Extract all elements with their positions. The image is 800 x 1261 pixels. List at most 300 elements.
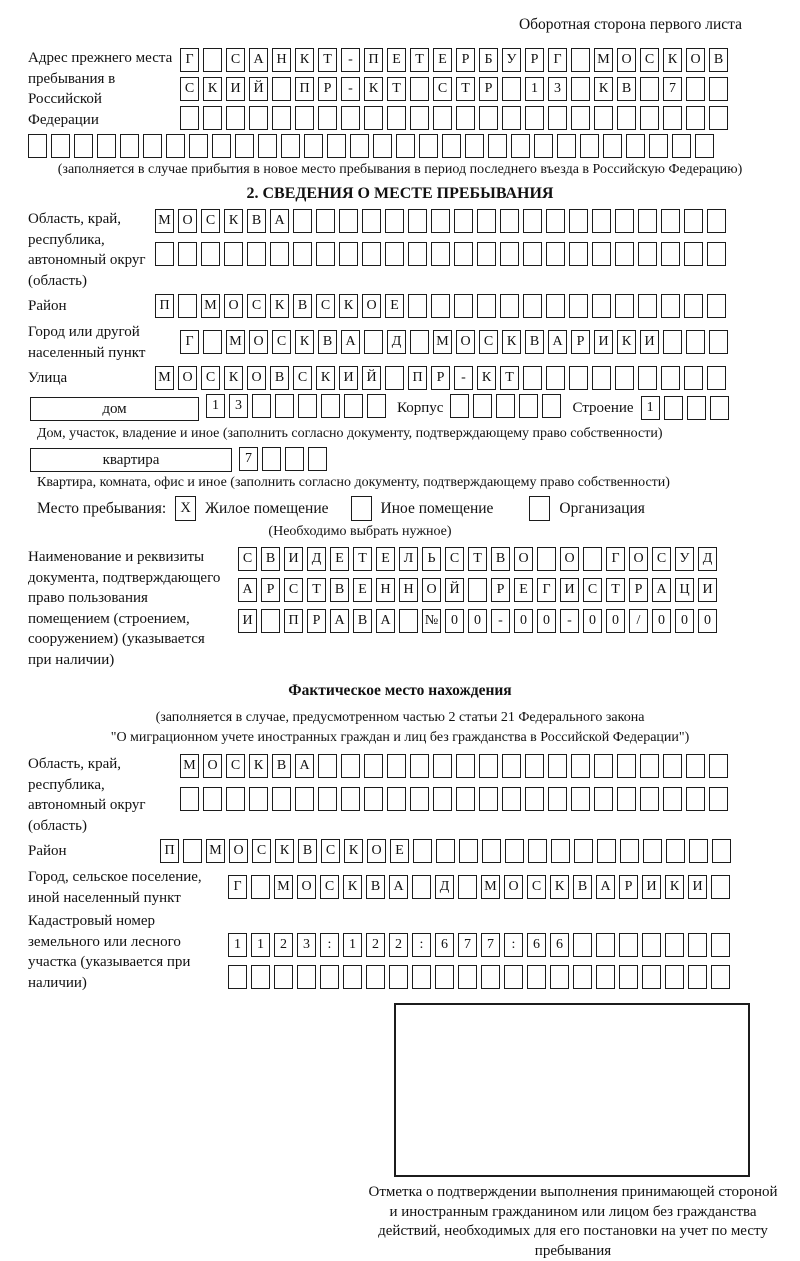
char-cell[interactable]: 1 [343, 933, 362, 957]
char-cell[interactable]: 3 [229, 394, 248, 418]
char-cell[interactable] [350, 134, 369, 158]
char-cell[interactable]: В [617, 77, 636, 101]
char-cell[interactable] [479, 754, 498, 778]
char-cell[interactable] [523, 209, 542, 233]
char-cell[interactable]: К [502, 330, 521, 354]
char-cell[interactable] [304, 134, 323, 158]
char-cell[interactable] [617, 754, 636, 778]
char-cell[interactable]: К [663, 48, 682, 72]
char-cell[interactable] [686, 754, 705, 778]
char-cell[interactable] [640, 787, 659, 811]
char-cell[interactable]: М [155, 366, 174, 390]
char-cell[interactable] [709, 330, 728, 354]
char-cell[interactable] [203, 106, 222, 130]
char-cell[interactable] [583, 547, 602, 571]
char-cell[interactable] [228, 965, 247, 989]
char-cell[interactable] [454, 242, 473, 266]
char-cell[interactable] [571, 48, 590, 72]
char-cell[interactable]: Й [362, 366, 381, 390]
char-cell[interactable] [525, 787, 544, 811]
char-cell[interactable] [410, 754, 429, 778]
char-cell[interactable] [226, 106, 245, 130]
char-cell[interactable]: / [629, 609, 648, 633]
char-cell[interactable]: С [652, 547, 671, 571]
char-cell[interactable] [527, 965, 546, 989]
char-cell[interactable] [454, 294, 473, 318]
char-cell[interactable] [573, 933, 592, 957]
char-cell[interactable] [178, 242, 197, 266]
char-cell[interactable]: О [560, 547, 579, 571]
char-cell[interactable]: Е [390, 839, 409, 863]
char-cell[interactable] [638, 209, 657, 233]
char-cell[interactable]: Т [468, 547, 487, 571]
char-cell[interactable] [387, 754, 406, 778]
char-cell[interactable]: Р [525, 48, 544, 72]
char-cell[interactable] [500, 209, 519, 233]
char-cell[interactable]: М [594, 48, 613, 72]
char-cell[interactable]: О [178, 209, 197, 233]
char-cell[interactable] [166, 134, 185, 158]
char-cell[interactable] [479, 106, 498, 130]
char-cell[interactable] [468, 578, 487, 602]
char-cell[interactable] [74, 134, 93, 158]
char-cell[interactable] [387, 106, 406, 130]
char-cell[interactable] [542, 394, 561, 418]
char-cell[interactable]: Р [629, 578, 648, 602]
char-cell[interactable] [155, 242, 174, 266]
char-cell[interactable]: К [339, 294, 358, 318]
char-cell[interactable]: 1 [641, 396, 660, 420]
char-cell[interactable]: А [295, 754, 314, 778]
char-cell[interactable]: М [206, 839, 225, 863]
char-cell[interactable] [281, 134, 300, 158]
char-cell[interactable]: М [155, 209, 174, 233]
char-cell[interactable] [385, 242, 404, 266]
char-cell[interactable] [454, 209, 473, 233]
char-cell[interactable] [408, 209, 427, 233]
char-cell[interactable]: А [596, 875, 615, 899]
char-cell[interactable]: И [688, 875, 707, 899]
char-cell[interactable] [617, 106, 636, 130]
char-cell[interactable] [672, 134, 691, 158]
char-cell[interactable]: Г [180, 330, 199, 354]
char-cell[interactable]: О [422, 578, 441, 602]
char-cell[interactable]: К [295, 48, 314, 72]
char-cell[interactable] [341, 106, 360, 130]
char-cell[interactable] [569, 242, 588, 266]
char-cell[interactable] [571, 77, 590, 101]
char-cell[interactable]: О [504, 875, 523, 899]
char-cell[interactable] [344, 394, 363, 418]
char-cell[interactable] [387, 787, 406, 811]
char-cell[interactable]: О [367, 839, 386, 863]
char-cell[interactable]: С [180, 77, 199, 101]
char-cell[interactable] [596, 965, 615, 989]
char-cell[interactable] [711, 965, 730, 989]
char-cell[interactable] [258, 134, 277, 158]
char-cell[interactable]: О [456, 330, 475, 354]
char-cell[interactable] [640, 754, 659, 778]
char-cell[interactable] [275, 394, 294, 418]
char-cell[interactable]: С [640, 48, 659, 72]
char-cell[interactable] [643, 839, 662, 863]
char-cell[interactable] [183, 839, 202, 863]
char-cell[interactable] [684, 294, 703, 318]
char-cell[interactable]: Е [353, 578, 372, 602]
char-cell[interactable]: М [180, 754, 199, 778]
char-cell[interactable]: А [652, 578, 671, 602]
char-cell[interactable]: О [249, 330, 268, 354]
char-cell[interactable] [640, 106, 659, 130]
char-cell[interactable]: В [366, 875, 385, 899]
char-cell[interactable]: А [238, 578, 257, 602]
char-cell[interactable] [505, 839, 524, 863]
char-cell[interactable]: К [364, 77, 383, 101]
char-cell[interactable] [712, 839, 731, 863]
char-cell[interactable]: Д [307, 547, 326, 571]
char-cell[interactable] [537, 547, 556, 571]
char-cell[interactable] [617, 787, 636, 811]
char-cell[interactable] [249, 106, 268, 130]
char-cell[interactable] [180, 787, 199, 811]
char-cell[interactable] [431, 209, 450, 233]
char-cell[interactable] [711, 875, 730, 899]
char-cell[interactable] [465, 134, 484, 158]
char-cell[interactable] [362, 242, 381, 266]
char-cell[interactable] [410, 330, 429, 354]
char-cell[interactable] [321, 394, 340, 418]
char-cell[interactable] [548, 787, 567, 811]
char-cell[interactable]: В [261, 547, 280, 571]
char-cell[interactable] [364, 787, 383, 811]
char-cell[interactable] [203, 330, 222, 354]
char-cell[interactable]: Р [456, 48, 475, 72]
char-cell[interactable]: Й [445, 578, 464, 602]
char-cell[interactable] [298, 394, 317, 418]
char-cell[interactable] [201, 242, 220, 266]
char-cell[interactable] [318, 754, 337, 778]
char-cell[interactable] [684, 366, 703, 390]
char-cell[interactable] [318, 787, 337, 811]
char-cell[interactable] [399, 609, 418, 633]
char-cell[interactable]: 7 [481, 933, 500, 957]
char-cell[interactable]: В [270, 366, 289, 390]
char-cell[interactable] [477, 209, 496, 233]
char-cell[interactable] [709, 787, 728, 811]
char-cell[interactable] [224, 242, 243, 266]
char-cell[interactable]: Д [435, 875, 454, 899]
char-cell[interactable]: О [362, 294, 381, 318]
char-cell[interactable]: : [504, 933, 523, 957]
char-cell[interactable]: - [341, 48, 360, 72]
char-cell[interactable]: К [224, 209, 243, 233]
char-cell[interactable] [339, 242, 358, 266]
char-cell[interactable] [180, 106, 199, 130]
char-cell[interactable]: О [686, 48, 705, 72]
char-cell[interactable] [295, 106, 314, 130]
char-cell[interactable] [686, 106, 705, 130]
char-cell[interactable]: 3 [297, 933, 316, 957]
char-cell[interactable]: 0 [514, 609, 533, 633]
char-cell[interactable]: Р [491, 578, 510, 602]
char-cell[interactable]: Г [537, 578, 556, 602]
char-cell[interactable]: И [238, 609, 257, 633]
char-cell[interactable] [362, 209, 381, 233]
char-cell[interactable] [364, 330, 383, 354]
char-cell[interactable]: П [364, 48, 383, 72]
char-cell[interactable]: И [560, 578, 579, 602]
char-cell[interactable]: П [295, 77, 314, 101]
char-cell[interactable] [711, 933, 730, 957]
char-cell[interactable]: - [560, 609, 579, 633]
char-cell[interactable]: Б [479, 48, 498, 72]
char-cell[interactable] [272, 77, 291, 101]
char-cell[interactable]: А [341, 330, 360, 354]
char-cell[interactable]: К [665, 875, 684, 899]
char-cell[interactable]: К [594, 77, 613, 101]
char-cell[interactable] [293, 209, 312, 233]
char-cell[interactable] [408, 294, 427, 318]
char-cell[interactable] [665, 965, 684, 989]
char-cell[interactable] [546, 294, 565, 318]
char-cell[interactable]: Р [571, 330, 590, 354]
char-cell[interactable]: К [316, 366, 335, 390]
char-cell[interactable]: О [297, 875, 316, 899]
char-cell[interactable] [663, 754, 682, 778]
char-cell[interactable] [707, 294, 726, 318]
char-cell[interactable] [661, 294, 680, 318]
char-cell[interactable]: 0 [652, 609, 671, 633]
char-cell[interactable] [410, 787, 429, 811]
char-cell[interactable]: Н [399, 578, 418, 602]
char-cell[interactable] [707, 366, 726, 390]
char-cell[interactable]: К [203, 77, 222, 101]
char-cell[interactable]: 2 [274, 933, 293, 957]
char-cell[interactable] [642, 933, 661, 957]
char-cell[interactable]: 3 [548, 77, 567, 101]
char-cell[interactable] [707, 242, 726, 266]
char-cell[interactable]: Р [619, 875, 638, 899]
char-cell[interactable]: С [284, 578, 303, 602]
char-cell[interactable] [663, 330, 682, 354]
char-cell[interactable] [615, 294, 634, 318]
char-cell[interactable] [293, 242, 312, 266]
char-cell[interactable] [272, 106, 291, 130]
char-cell[interactable] [663, 787, 682, 811]
char-cell[interactable] [479, 787, 498, 811]
char-cell[interactable] [638, 294, 657, 318]
char-cell[interactable]: Т [410, 48, 429, 72]
char-cell[interactable]: 1 [525, 77, 544, 101]
char-cell[interactable]: К [344, 839, 363, 863]
char-cell[interactable] [626, 134, 645, 158]
char-cell[interactable] [249, 787, 268, 811]
char-cell[interactable]: Л [399, 547, 418, 571]
char-cell[interactable] [519, 394, 538, 418]
char-cell[interactable]: И [339, 366, 358, 390]
char-cell[interactable] [620, 839, 639, 863]
char-cell[interactable] [488, 134, 507, 158]
char-cell[interactable]: Е [330, 547, 349, 571]
char-cell[interactable]: К [550, 875, 569, 899]
char-cell[interactable]: 7 [239, 447, 258, 471]
char-cell[interactable] [528, 839, 547, 863]
char-cell[interactable]: Н [272, 48, 291, 72]
char-cell[interactable] [435, 965, 454, 989]
char-cell[interactable]: М [433, 330, 452, 354]
char-cell[interactable]: И [698, 578, 717, 602]
char-cell[interactable]: С [201, 366, 220, 390]
char-cell[interactable] [523, 366, 542, 390]
char-cell[interactable] [203, 787, 222, 811]
char-cell[interactable] [592, 366, 611, 390]
char-cell[interactable] [389, 965, 408, 989]
char-cell[interactable]: П [160, 839, 179, 863]
char-cell[interactable]: Е [385, 294, 404, 318]
char-cell[interactable] [419, 134, 438, 158]
char-cell[interactable] [686, 787, 705, 811]
char-cell[interactable] [709, 754, 728, 778]
char-cell[interactable] [569, 366, 588, 390]
char-cell[interactable]: О [617, 48, 636, 72]
char-cell[interactable]: К [343, 875, 362, 899]
char-cell[interactable] [619, 965, 638, 989]
char-cell[interactable] [143, 134, 162, 158]
char-cell[interactable]: 0 [675, 609, 694, 633]
char-cell[interactable]: 6 [527, 933, 546, 957]
char-cell[interactable]: Н [376, 578, 395, 602]
char-cell[interactable] [433, 106, 452, 130]
char-cell[interactable]: О [224, 294, 243, 318]
char-cell[interactable] [615, 366, 634, 390]
char-cell[interactable]: М [481, 875, 500, 899]
char-cell[interactable] [477, 242, 496, 266]
stay-type-checkbox-organization[interactable] [529, 496, 550, 521]
char-cell[interactable] [548, 754, 567, 778]
char-cell[interactable] [571, 106, 590, 130]
char-cell[interactable] [666, 839, 685, 863]
char-cell[interactable]: И [640, 330, 659, 354]
char-cell[interactable]: : [412, 933, 431, 957]
char-cell[interactable] [709, 106, 728, 130]
char-cell[interactable] [619, 933, 638, 957]
char-cell[interactable]: И [594, 330, 613, 354]
char-cell[interactable] [235, 134, 254, 158]
char-cell[interactable] [450, 394, 469, 418]
char-cell[interactable]: Т [456, 77, 475, 101]
char-cell[interactable] [710, 396, 729, 420]
char-cell[interactable] [97, 134, 116, 158]
char-cell[interactable]: 0 [468, 609, 487, 633]
char-cell[interactable]: К [617, 330, 636, 354]
char-cell[interactable]: П [284, 609, 303, 633]
char-cell[interactable]: О [629, 547, 648, 571]
char-cell[interactable]: 7 [663, 77, 682, 101]
char-cell[interactable]: Т [318, 48, 337, 72]
char-cell[interactable]: 6 [550, 933, 569, 957]
char-cell[interactable] [525, 106, 544, 130]
char-cell[interactable]: С [445, 547, 464, 571]
char-cell[interactable] [689, 839, 708, 863]
char-cell[interactable] [640, 77, 659, 101]
char-cell[interactable]: Й [249, 77, 268, 101]
char-cell[interactable] [551, 839, 570, 863]
char-cell[interactable] [665, 933, 684, 957]
char-cell[interactable] [367, 394, 386, 418]
char-cell[interactable] [431, 294, 450, 318]
char-cell[interactable]: В [293, 294, 312, 318]
char-cell[interactable] [502, 77, 521, 101]
char-cell[interactable]: Т [353, 547, 372, 571]
char-cell[interactable]: И [642, 875, 661, 899]
char-cell[interactable] [707, 209, 726, 233]
char-cell[interactable] [28, 134, 47, 158]
char-cell[interactable] [695, 134, 714, 158]
char-cell[interactable]: Е [376, 547, 395, 571]
char-cell[interactable] [502, 106, 521, 130]
char-cell[interactable] [316, 209, 335, 233]
char-cell[interactable] [412, 965, 431, 989]
char-cell[interactable] [189, 134, 208, 158]
char-cell[interactable] [364, 754, 383, 778]
char-cell[interactable]: С [272, 330, 291, 354]
char-cell[interactable] [433, 787, 452, 811]
char-cell[interactable] [615, 242, 634, 266]
char-cell[interactable] [546, 242, 565, 266]
char-cell[interactable] [664, 396, 683, 420]
char-cell[interactable]: К [249, 754, 268, 778]
char-cell[interactable] [500, 294, 519, 318]
char-cell[interactable]: Т [387, 77, 406, 101]
char-cell[interactable]: А [548, 330, 567, 354]
char-cell[interactable] [592, 294, 611, 318]
char-cell[interactable]: 0 [583, 609, 602, 633]
char-cell[interactable]: В [353, 609, 372, 633]
char-cell[interactable]: Т [606, 578, 625, 602]
char-cell[interactable]: 2 [389, 933, 408, 957]
char-cell[interactable] [385, 209, 404, 233]
char-cell[interactable] [504, 965, 523, 989]
char-cell[interactable]: М [201, 294, 220, 318]
char-cell[interactable] [482, 839, 501, 863]
char-cell[interactable]: П [408, 366, 427, 390]
char-cell[interactable] [525, 754, 544, 778]
char-cell[interactable] [684, 209, 703, 233]
char-cell[interactable]: К [295, 330, 314, 354]
char-cell[interactable]: - [454, 366, 473, 390]
char-cell[interactable]: С [293, 366, 312, 390]
char-cell[interactable] [261, 609, 280, 633]
char-cell[interactable] [456, 754, 475, 778]
char-cell[interactable] [251, 965, 270, 989]
char-cell[interactable]: У [675, 547, 694, 571]
char-cell[interactable] [649, 134, 668, 158]
char-cell[interactable] [431, 242, 450, 266]
stay-type-checkbox-other-premises[interactable] [351, 496, 372, 521]
char-cell[interactable] [364, 106, 383, 130]
char-cell[interactable]: Ь [422, 547, 441, 571]
char-cell[interactable] [546, 366, 565, 390]
char-cell[interactable] [262, 447, 281, 471]
char-cell[interactable]: С [238, 547, 257, 571]
char-cell[interactable] [548, 106, 567, 130]
char-cell[interactable] [502, 754, 521, 778]
char-cell[interactable]: Р [307, 609, 326, 633]
char-cell[interactable] [343, 965, 362, 989]
char-cell[interactable]: Г [228, 875, 247, 899]
char-cell[interactable]: С [527, 875, 546, 899]
char-cell[interactable] [459, 839, 478, 863]
